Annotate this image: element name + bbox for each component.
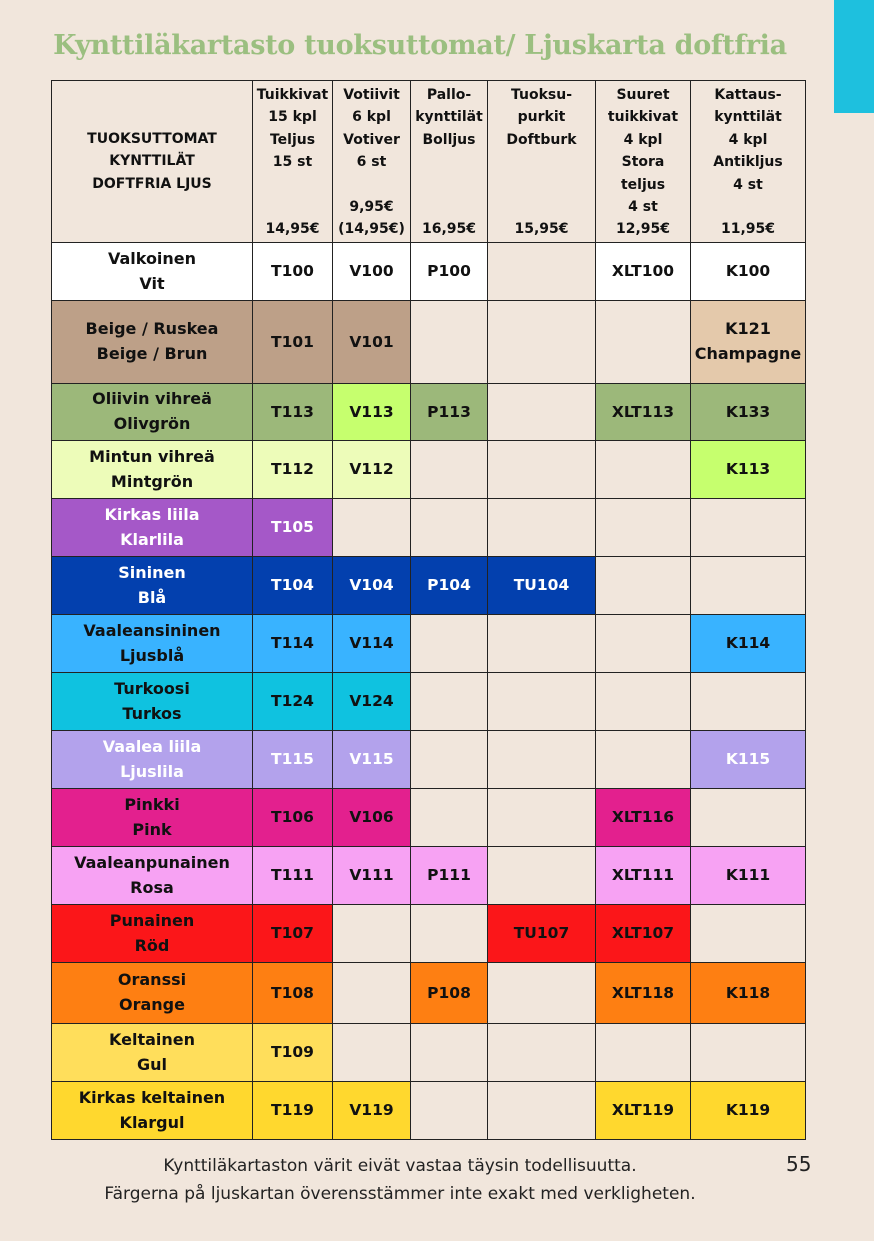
product-code-cell [596, 905, 691, 963]
header-product-line: 4 st [733, 176, 763, 193]
color-row [52, 1082, 806, 1140]
header-category-cell [52, 81, 253, 243]
product-code-cell [596, 499, 691, 557]
product-code: TU107 [513, 924, 570, 943]
color-row [52, 673, 806, 731]
product-code-cell [596, 847, 691, 905]
product-code-cell [488, 615, 596, 673]
product-code-cell [411, 615, 488, 673]
product-code-cell [333, 731, 411, 789]
color-name-line: Ljuslila [120, 761, 184, 781]
color-name-cell [52, 905, 253, 963]
color-name-line: Sininen [118, 562, 186, 582]
color-row [52, 384, 806, 441]
color-name-line: Valkoinen [107, 248, 197, 268]
product-code-cell [253, 441, 333, 499]
product-code: K113 [725, 460, 771, 479]
color-name-cell [52, 1082, 253, 1140]
product-code-cell [333, 441, 411, 499]
product-code-cell [691, 1082, 806, 1140]
header-product-line: Votiivit [343, 87, 400, 103]
header-product-cell [411, 81, 488, 243]
color-name-line: Vaaleanpunainen [74, 852, 230, 872]
header-product-line: Bolljus [422, 131, 476, 148]
product-code-cell [333, 963, 411, 1024]
product-code: XLT113 [611, 402, 675, 421]
color-name-cell [52, 499, 253, 557]
product-code: V101 [349, 332, 394, 351]
product-code-cell [411, 384, 488, 441]
product-code-cell [488, 963, 596, 1024]
side-tab-marker [834, 0, 874, 113]
product-code-cell [488, 243, 596, 301]
header-product-line: 4 st [628, 198, 658, 215]
header-product-line: purkit [517, 109, 566, 126]
product-code: V113 [349, 402, 394, 421]
disclaimer [50, 1152, 750, 1208]
product-code: XLT119 [611, 1101, 675, 1120]
color-name-line: Kirkas liila [104, 504, 200, 524]
product-code-cell [253, 789, 333, 847]
page-title: Kynttiläkartasto tuoksuttomat/ Ljuskarta doftfria [53, 30, 787, 61]
product-code: XLT118 [611, 983, 675, 1002]
product-code-cell [596, 384, 691, 441]
product-code-cell [411, 301, 488, 384]
color-name-cell [52, 301, 253, 384]
product-code-cell [411, 557, 488, 615]
header-product-line: Suuret [616, 87, 670, 103]
product-code: T100 [271, 262, 314, 281]
header-product-cell [253, 81, 333, 243]
product-code: V114 [349, 634, 394, 653]
product-code-cell [596, 301, 691, 384]
color-name-cell [52, 384, 253, 441]
product-code-cell [411, 789, 488, 847]
product-code: XLT107 [611, 924, 675, 943]
color-name-line: Mintun vihreä [89, 446, 215, 466]
color-name-line: Kirkas keltainen [78, 1087, 226, 1107]
product-code-cell [488, 847, 596, 905]
product-code-cell [411, 499, 488, 557]
header-product-line: Antikljus [713, 154, 783, 171]
color-name-cell [52, 615, 253, 673]
product-code-cell [488, 441, 596, 499]
page-number: 55 [786, 1152, 812, 1176]
product-code-cell [488, 905, 596, 963]
header-product-line: 15 kpl [268, 109, 317, 126]
header-product-line: Kattaus- [714, 87, 782, 103]
color-name-cell [52, 673, 253, 731]
color-row [52, 301, 806, 384]
header-price: 14,95€ [265, 221, 320, 238]
color-name-cell [52, 731, 253, 789]
product-code: V111 [349, 866, 394, 885]
product-code: T108 [271, 983, 314, 1002]
product-code-cell [253, 243, 333, 301]
header-product-line: 15 st [272, 154, 313, 171]
product-code-cell [691, 384, 806, 441]
product-code: Champagne [694, 344, 802, 363]
color-row [52, 1024, 806, 1082]
product-code-cell [488, 731, 596, 789]
product-code-cell [691, 963, 806, 1024]
color-name-line: Rosa [130, 877, 174, 897]
product-code: K118 [725, 983, 771, 1002]
header-price: 11,95€ [720, 221, 776, 238]
product-code-cell [333, 1024, 411, 1082]
product-code-cell [253, 557, 333, 615]
product-code-cell [253, 499, 333, 557]
product-code: T104 [271, 576, 314, 595]
product-code: K133 [725, 402, 771, 421]
header-product-line: Tuoksu- [510, 87, 573, 103]
color-name-line: Beige / Brun [96, 344, 208, 363]
product-code: V115 [349, 750, 394, 769]
product-code-cell [691, 499, 806, 557]
product-code-cell [253, 731, 333, 789]
product-code-cell [596, 557, 691, 615]
color-name-line: Olivgrön [113, 414, 191, 433]
color-name-line: Turkoosi [114, 678, 190, 698]
product-code-cell [691, 1024, 806, 1082]
color-name-line: Orange [119, 995, 185, 1014]
product-code-cell [333, 1082, 411, 1140]
product-code-cell [691, 557, 806, 615]
product-code: T109 [271, 1043, 314, 1062]
color-name-line: Vaaleansininen [83, 620, 221, 640]
product-code-cell [691, 673, 806, 731]
product-code-cell [333, 499, 411, 557]
product-code-cell [691, 243, 806, 301]
product-code: V100 [349, 262, 394, 281]
color-name-cell [52, 1024, 253, 1082]
product-code-cell [411, 731, 488, 789]
color-name-line: Röd [134, 935, 170, 955]
header-product-line: 6 kpl [352, 109, 391, 126]
product-code: V112 [349, 460, 394, 479]
product-code: XLT111 [611, 866, 675, 885]
product-code: T105 [271, 518, 314, 537]
header-product-line: Votiver [343, 131, 400, 148]
header-product-line: kynttilät [714, 109, 782, 126]
product-code: K121 [725, 319, 771, 339]
product-code: T111 [271, 866, 314, 885]
product-code-cell [691, 789, 806, 847]
product-code: P100 [427, 262, 471, 281]
color-name-line: Pink [132, 819, 172, 839]
header-product-line: Pallo- [426, 87, 472, 103]
color-name-line: Oliivin vihreä [92, 389, 212, 409]
product-code-cell [411, 243, 488, 301]
product-code-cell [488, 301, 596, 384]
product-code: V104 [349, 576, 394, 595]
color-name-line: Vaalea liila [102, 736, 202, 756]
product-code-cell [488, 789, 596, 847]
product-code-cell [596, 1024, 691, 1082]
header-product-line: 4 kpl [728, 131, 768, 148]
product-code-cell [411, 847, 488, 905]
product-code: T107 [271, 924, 314, 943]
header-category-line: DOFTFRIA LJUS [92, 175, 212, 192]
product-code-cell [253, 905, 333, 963]
header-product-line: 6 st [356, 154, 387, 171]
color-name-line: Gul [136, 1054, 167, 1074]
product-code-cell [333, 847, 411, 905]
header-product-cell [488, 81, 596, 243]
product-code: K114 [725, 634, 771, 653]
color-name-line: Keltainen [108, 1029, 195, 1049]
product-code: P104 [427, 576, 471, 595]
product-code-cell [488, 499, 596, 557]
product-code-cell [691, 615, 806, 673]
product-code-cell [333, 243, 411, 301]
header-category-line: KYNTTILÄT [109, 153, 195, 170]
product-code: T112 [271, 460, 314, 479]
color-row [52, 557, 806, 615]
header-price: 12,95€ [615, 221, 671, 238]
product-code: T106 [271, 808, 314, 827]
product-code: K100 [725, 262, 771, 281]
product-code-cell [596, 673, 691, 731]
product-code-cell [411, 963, 488, 1024]
header-product-line: Stora [621, 154, 665, 171]
product-code-cell [253, 1082, 333, 1140]
product-code-cell [596, 963, 691, 1024]
header-category-line: TUOKSUTTOMAT [87, 130, 217, 147]
header-price: 15,95€ [514, 221, 569, 238]
product-code-cell [253, 673, 333, 731]
disclaimer-swedish: Färgerna på ljuskartan överensstämmer inte exakt med verkligheten. [104, 1184, 696, 1204]
color-name-line: Klarlila [120, 529, 184, 549]
header-price: 9,95€ [349, 198, 394, 215]
color-name-cell [52, 243, 253, 301]
product-code-cell [333, 557, 411, 615]
header-product-cell [333, 81, 411, 243]
color-name-cell [52, 963, 253, 1024]
product-code-cell [596, 615, 691, 673]
color-name-line: Punainen [109, 910, 195, 930]
color-name-cell [52, 847, 253, 905]
product-code: TU104 [513, 576, 570, 595]
product-code-cell [596, 731, 691, 789]
color-row [52, 847, 806, 905]
product-code-cell [488, 1082, 596, 1140]
color-name-line: Pinkki [124, 794, 180, 814]
color-row [52, 963, 806, 1024]
header-price: (14,95€) [338, 221, 405, 238]
color-name-line: Mintgrön [110, 471, 194, 491]
color-name-line: Ljusblå [119, 645, 185, 665]
product-code: XLT116 [611, 808, 675, 827]
product-code-cell [411, 673, 488, 731]
product-code: V124 [349, 692, 394, 711]
header-product-line: teljus [620, 176, 666, 193]
product-code-cell [691, 847, 806, 905]
product-code-cell [333, 673, 411, 731]
product-code: K115 [725, 750, 771, 769]
color-name-cell [52, 557, 253, 615]
product-code-cell [488, 557, 596, 615]
disclaimer-finnish: Kynttiläkartaston värit eivät vastaa täysin todellisuutta. [163, 1156, 637, 1176]
product-code: V106 [349, 808, 394, 827]
product-code: T124 [271, 692, 314, 711]
header-product-cell [596, 81, 691, 243]
product-code-cell [253, 384, 333, 441]
header-product-line: 4 kpl [623, 131, 663, 148]
product-code-cell [596, 243, 691, 301]
color-name-cell [52, 789, 253, 847]
color-row [52, 789, 806, 847]
color-row [52, 499, 806, 557]
product-code: XLT100 [611, 262, 675, 281]
header-product-line: Tuikkivat [256, 87, 329, 103]
product-code-cell [411, 441, 488, 499]
product-code-cell [253, 301, 333, 384]
color-name-line: Oranssi [117, 970, 187, 990]
product-code-cell [488, 1024, 596, 1082]
product-code-cell [488, 673, 596, 731]
product-code: P113 [427, 402, 471, 421]
header-product-line: Teljus [269, 131, 316, 148]
product-code: T115 [271, 750, 314, 769]
product-code-cell [411, 905, 488, 963]
product-code-cell [253, 963, 333, 1024]
candle-color-chart [51, 80, 806, 1140]
color-row [52, 905, 806, 963]
color-name-line: Klargul [119, 1112, 185, 1132]
product-code: T119 [271, 1101, 314, 1120]
product-code-cell [333, 301, 411, 384]
product-code: P111 [427, 866, 471, 885]
color-row [52, 441, 806, 499]
product-code-cell [411, 1024, 488, 1082]
header-product-cell [691, 81, 806, 243]
product-code-cell [253, 847, 333, 905]
color-row [52, 731, 806, 789]
header-product-line: kynttilät [415, 109, 483, 126]
product-code-cell [596, 441, 691, 499]
product-code: T101 [271, 332, 314, 351]
header-product-line: tuikkivat [607, 109, 679, 126]
color-name-line: Beige / Ruskea [85, 319, 219, 339]
color-name-line: Vit [139, 273, 165, 293]
product-code-cell [411, 1082, 488, 1140]
product-code-cell [333, 789, 411, 847]
product-code: T113 [271, 402, 314, 421]
color-row [52, 243, 806, 301]
header-price: 16,95€ [421, 221, 477, 238]
product-code: K111 [725, 866, 771, 885]
color-row [52, 615, 806, 673]
product-code-cell [596, 789, 691, 847]
color-name-line: Turkos [122, 703, 182, 723]
color-name-cell [52, 441, 253, 499]
header-product-line: Doftburk [506, 131, 577, 148]
color-name-line: Blå [137, 587, 167, 607]
product-code-cell [253, 1024, 333, 1082]
product-code-cell [488, 384, 596, 441]
product-code: K119 [725, 1101, 771, 1120]
product-code-cell [596, 1082, 691, 1140]
product-code-cell [333, 384, 411, 441]
product-code-cell [333, 615, 411, 673]
product-code: P108 [427, 983, 471, 1002]
product-code-cell [691, 441, 806, 499]
product-code: T114 [271, 634, 314, 653]
product-code-cell [333, 905, 411, 963]
product-code-cell [691, 905, 806, 963]
header-row [52, 81, 806, 243]
product-code-cell [691, 731, 806, 789]
product-code: V119 [349, 1101, 394, 1120]
product-code-cell [253, 615, 333, 673]
product-code-cell [691, 301, 806, 384]
